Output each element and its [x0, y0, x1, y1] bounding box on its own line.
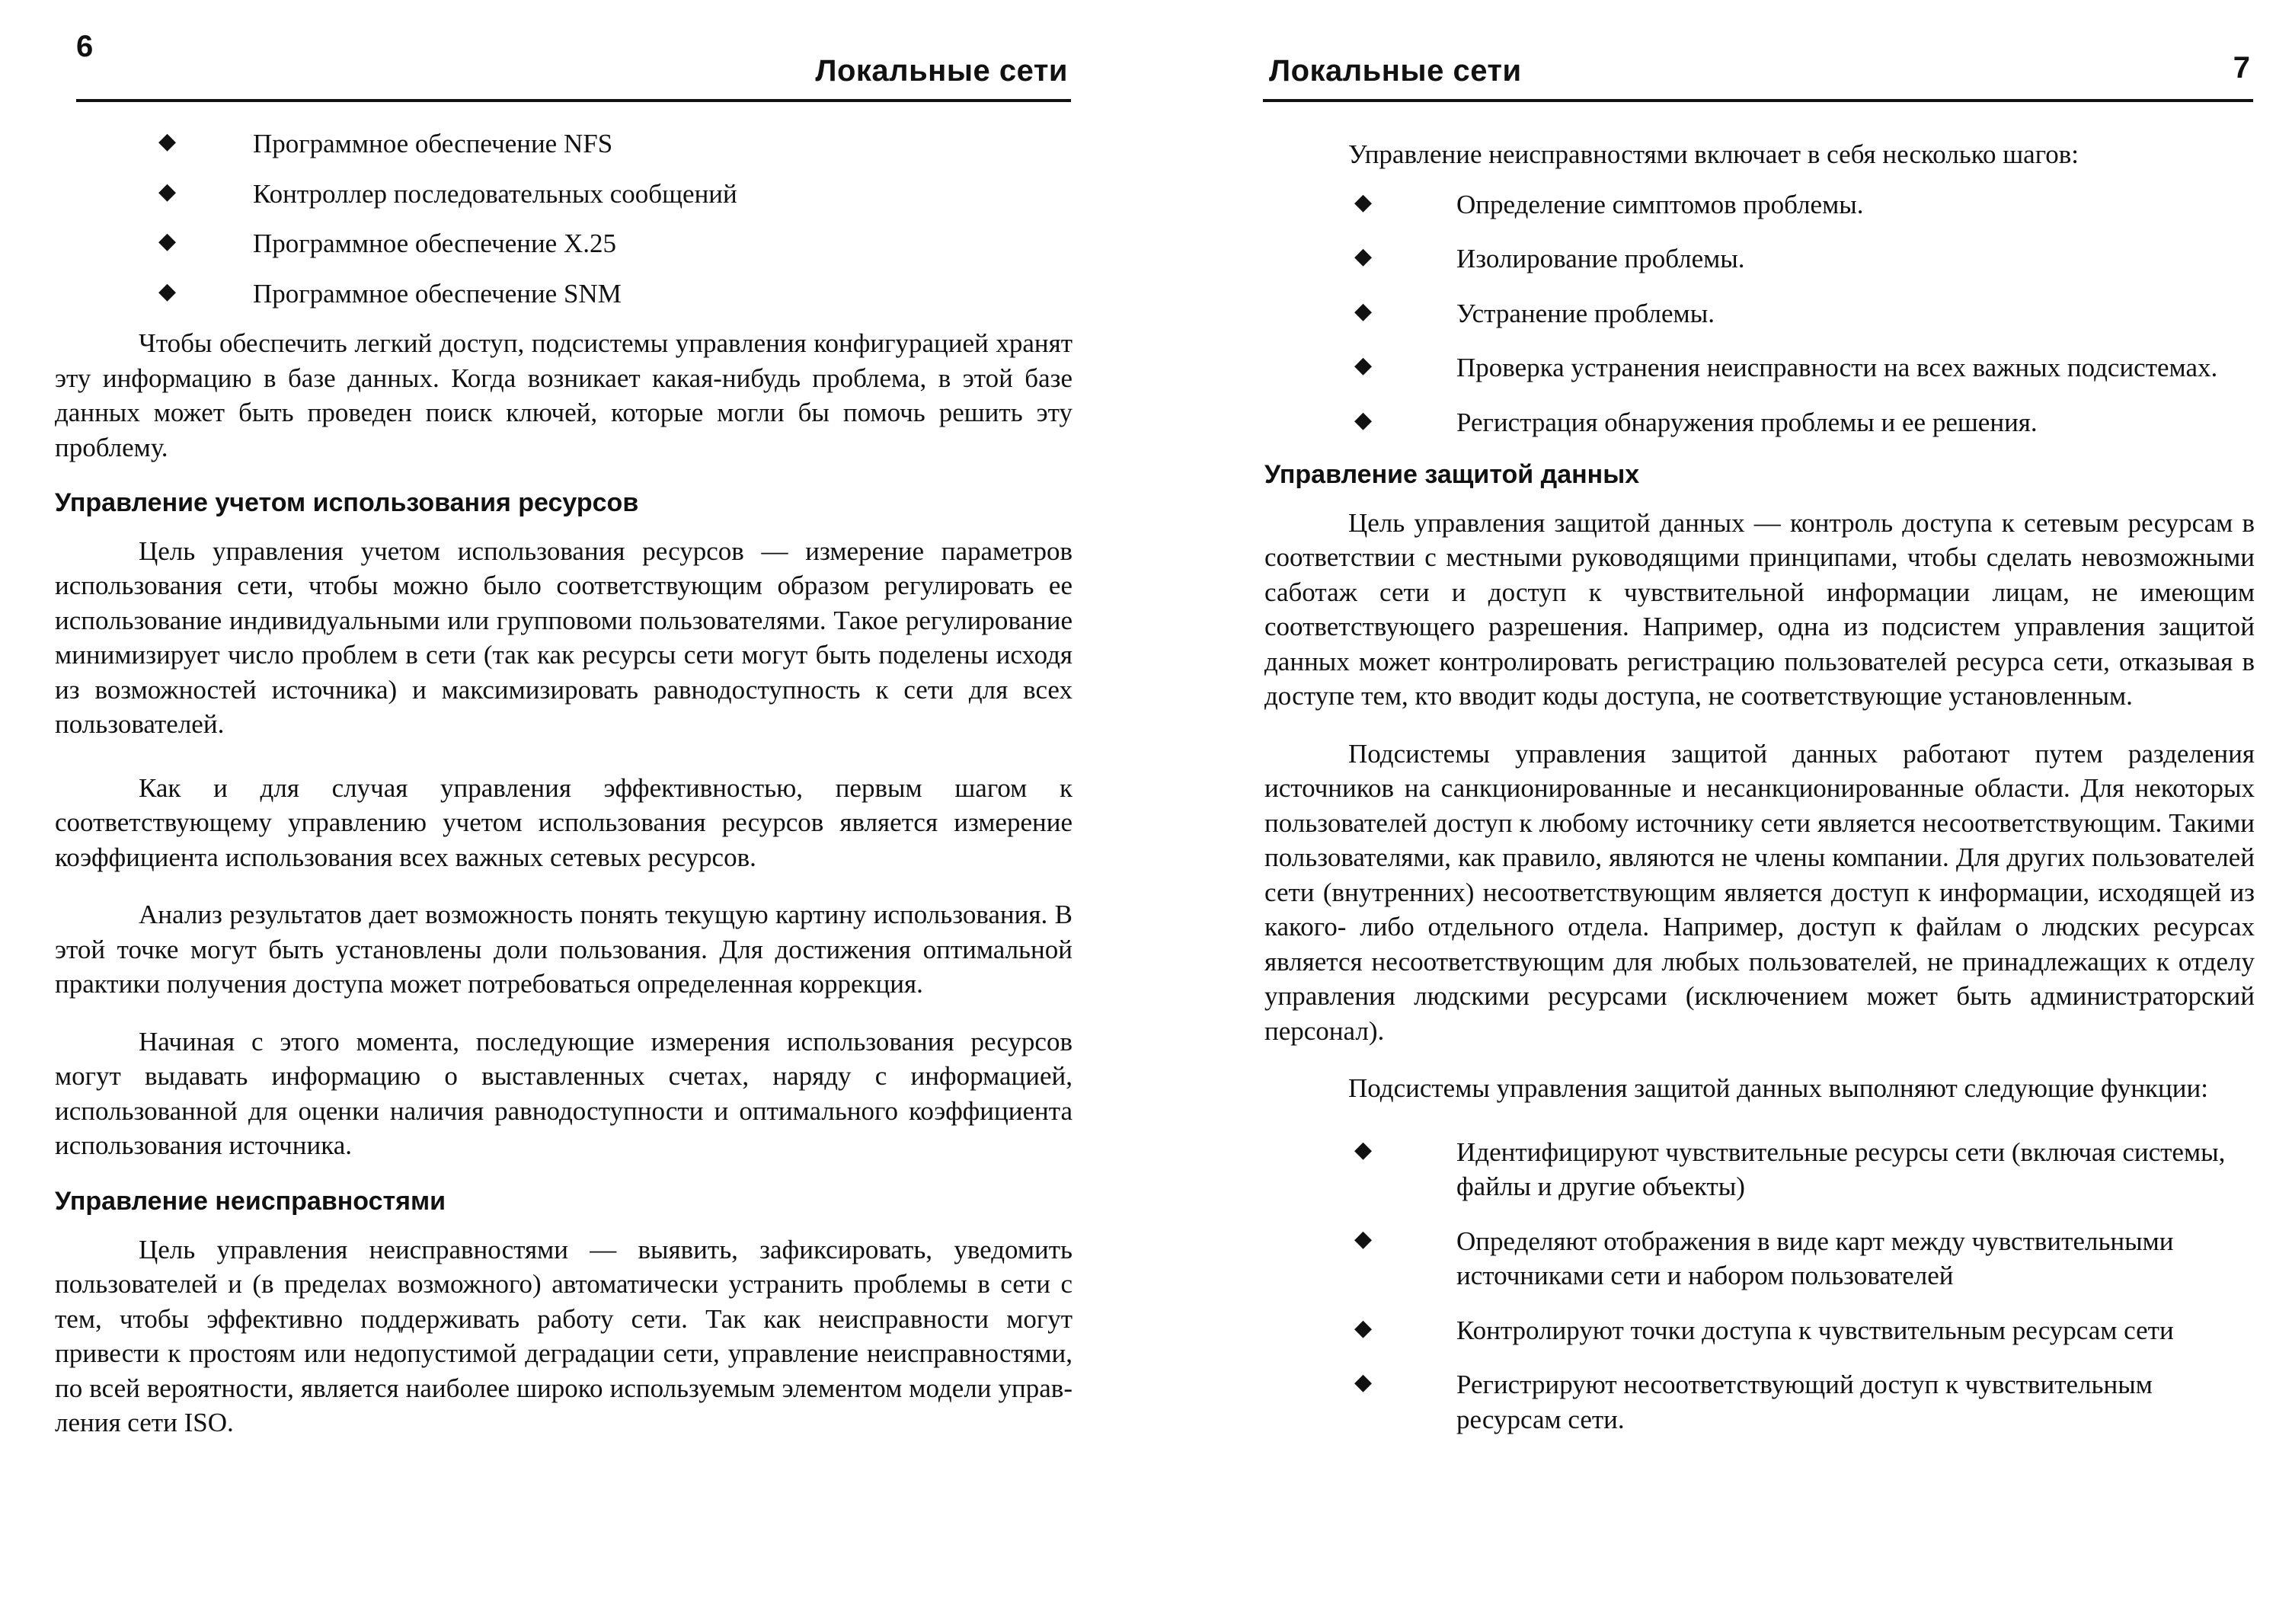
paragraph: Цель управления неисправностями — выявить, зафиксировать, уведомить пользователей и (в пределах возможного) автоматически устранить проблемы в сети с тем, чтобы эффективно поддерживать работу сети. Так как неисправности могут привести к простоям или недопустимой деградации сети, управление неисправностями, по всей вероятности, является наиболее широко используемым элементом модели управления сети ISO. — [55, 1234, 1072, 1438]
paragraph-intro: Управление неисправностями включает в себя несколько шагов: — [1348, 139, 2079, 169]
list-item-text: Регистрируют несоответствующий доступ к чувствительным ресурсам сети. — [1456, 1370, 2153, 1434]
list-item-text: Определение симптомов проблемы. — [1456, 189, 1864, 219]
list-item — [1264, 1135, 2255, 1204]
paragraph: Начиная с этого момента, последующие измерения использования ресурсов могут выдавать информацию о выставленных счетах, наряду с информацией, использованной для оценки наличия равнодоступности и оптимального коэффициента использования источника. — [55, 1026, 1072, 1161]
bullet-icon: ◆ — [1354, 1225, 1373, 1252]
header-rule — [1263, 99, 2253, 102]
list-item-text: Контролируют точки доступа к чувствительным ресурсам сети — [1456, 1315, 2174, 1345]
bullet-icon: ◆ — [158, 228, 177, 254]
list-item-text: Контроллер последовательных сообщений — [253, 178, 737, 209]
bullet-icon: ◆ — [1354, 406, 1373, 433]
list-item — [55, 177, 1072, 212]
list-item — [1264, 187, 2255, 222]
fault-steps-list — [1264, 187, 2255, 440]
bullet-icon: ◆ — [1354, 188, 1373, 216]
list-item-text: Программное обеспечение SNM — [253, 278, 622, 308]
paragraph: Цель управления защитой данных — контроль доступа к сетевым ресурсам в соответствии с местными руководящими принципами, чтобы сделать невозможными саботаж сети и доступ к чувствительной информации лицам, не имеющим соответствующего разрешения. Например, одна из подсистем управления защитой данных может контролировать регистрацию пользователей ресурса сети, отказывая в доступе тем, кто вводит коды доступа, не соответствующие установленным. — [1264, 507, 2255, 711]
list-item-text: Определяют отображения в виде карт между чувствительными источниками сети и набором пользователей — [1456, 1226, 2174, 1291]
header-rule — [76, 99, 1071, 102]
page-number: 6 — [76, 30, 94, 63]
list-item — [1264, 241, 2255, 277]
list-item-text: Устранение проблемы. — [1456, 298, 1715, 328]
running-title: Локальные сети — [815, 54, 1068, 88]
bullet-icon: ◆ — [1354, 1314, 1373, 1341]
list-item — [55, 126, 1072, 161]
list-item-text: Программное обеспечение NFS — [253, 129, 613, 158]
software-list — [55, 126, 1072, 311]
bullet-icon: ◆ — [1354, 243, 1373, 270]
list-item-text: Регистрация обнаружения проблемы и ее решения. — [1456, 407, 2038, 437]
left-page-content — [55, 126, 1072, 1440]
list-item-text: Проверка устранения неисправности на всех важных подсистемах. — [1456, 353, 2218, 382]
list-item — [1264, 1224, 2255, 1293]
list-item — [1264, 1313, 2255, 1348]
paragraph: Подсистемы управления защитой данных выполняют следующие функции: — [1348, 1073, 2208, 1104]
list-item-text: Программное обеспечение X.25 — [253, 229, 616, 258]
list-item — [1264, 296, 2255, 331]
running-title: Локальные сети — [1269, 54, 1522, 88]
list-item — [1264, 1367, 2255, 1437]
left-page-header — [76, 30, 1071, 102]
right-page-content — [1264, 137, 2255, 1456]
right-page — [1143, 0, 2292, 1624]
bullet-icon: ◆ — [158, 128, 177, 155]
paragraph: Цель управления учетом использования ресурсов — измерение параметров использования сети, чтобы можно было соответствующим образом регулировать ее использование индивидуальными или групповоми пользователями. Такое регулирование минимизирует число проблем в сети (так как ресурсы сети могут быть поделены исходя из возможностей источника) и максимизировать равнодоступность к сети для всех пользователей. — [55, 535, 1072, 740]
list-item — [55, 226, 1072, 261]
bullet-icon: ◆ — [158, 177, 177, 205]
bullet-icon: ◆ — [1354, 1136, 1373, 1163]
list-item — [1264, 350, 2255, 385]
section-heading-accounting: Управление учетом использования ресурсов — [55, 488, 639, 517]
page-number: 7 — [2233, 51, 2250, 85]
bullet-icon: ◆ — [1354, 352, 1373, 379]
paragraph: Анализ результатов дает возможность понять текущую картину использования. В этой точке могут быть установлены доли пользования. Для достижения оптимальной практики получения доступа может потребоваться определенная коррекция. — [55, 900, 1072, 999]
bullet-icon: ◆ — [158, 277, 177, 305]
section-heading-security: Управление защитой данных — [1264, 460, 1640, 489]
left-page — [0, 0, 1143, 1624]
paragraph: Чтобы обеспечить легкий доступ, подсистемы управления конфигурацией хранят эту информацию в базе данных. Когда возникает какая-нибудь проблема, в этой базе данных может быть проведен поиск ключей, которые могли бы помочь решить эту проблему. — [55, 328, 1072, 462]
security-functions-list — [1264, 1135, 2255, 1437]
list-item — [55, 277, 1072, 312]
section-heading-fault: Управление неисправностями — [55, 1186, 446, 1216]
paragraph: Подсистемы управления защитой данных работают путем разделения источников на санкционированные и несанкционированные области. Для некоторых пользователей доступ к любому источнику сети является несоответствующим. Такими пользователями, как правило, являются не члены компании. Для других пользователей сети (внутренних) несоответствующим является доступ к информации, исходящей из какого- либо отдельного отдела. Например, доступ к файлам о людских ресурсах является несоответствующим для любых пользователей, не принадлежащих к отделу управления людскими ресурсами (исключением может быть администраторский персонал). — [1264, 738, 2255, 1046]
right-page-header — [1263, 30, 2253, 102]
bullet-icon: ◆ — [1354, 1369, 1373, 1396]
paragraph: Как и для случая управления эффективностью, первым шагом к соответствующему управлению учетом использования ресурсов является измерение коэффициента использования всех важных сетевых ресурсов. — [55, 772, 1072, 872]
list-item-text: Изолирование проблемы. — [1456, 244, 1745, 273]
bullet-icon: ◆ — [1354, 297, 1373, 324]
list-item-text: Идентифицируют чувствительные ресурсы сети (включая системы, файлы и другие объекты) — [1456, 1136, 2226, 1202]
list-item — [1264, 405, 2255, 440]
